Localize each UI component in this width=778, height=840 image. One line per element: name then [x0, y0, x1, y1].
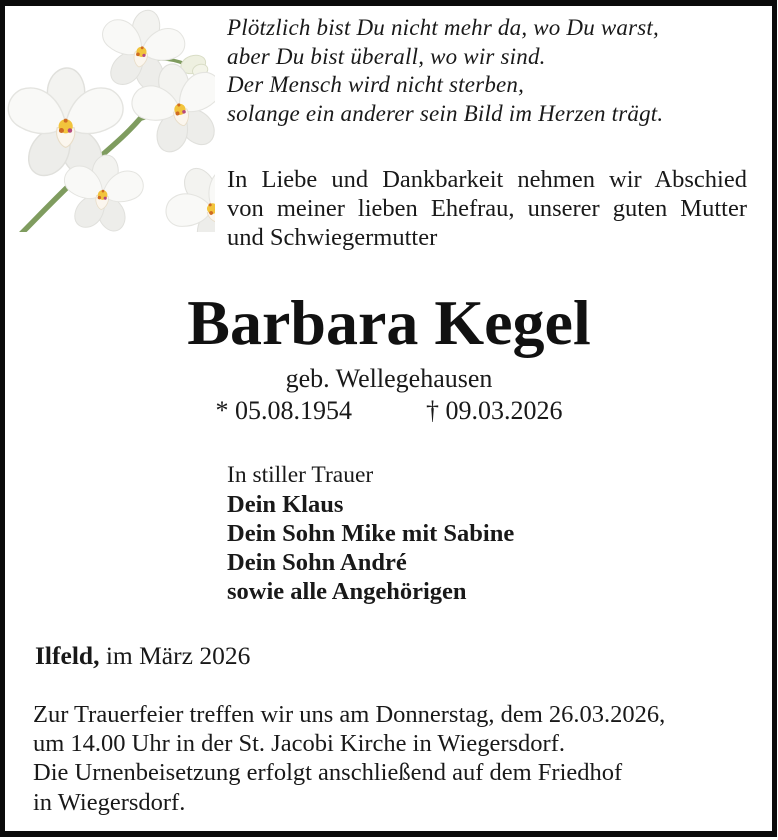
orchid-flower-partial [150, 147, 215, 232]
mourners-block [227, 461, 514, 606]
intro-line: und Schwiegermutter [227, 223, 438, 251]
birth-date: * 05.08.1954 [215, 396, 352, 425]
poem [227, 14, 757, 129]
intro-paragraph [227, 166, 747, 252]
place-name: Ilfeld, [35, 641, 100, 670]
deceased-name: Barbara Kegel [187, 287, 591, 358]
funeral-info [33, 700, 753, 817]
poem-line: Plötzlich bist Du nicht mehr da, wo Du warst, [227, 15, 659, 40]
mourner-name: Dein Klaus [227, 491, 344, 518]
date-text: im März 2026 [99, 641, 251, 670]
mourner-name: Dein Sohn André [227, 549, 407, 576]
deceased-block [0, 287, 778, 426]
mourners-intro: In stiller Trauer [227, 462, 374, 488]
intro-line: In Liebe und Dankbarkeit nehmen wir Abschied [227, 166, 747, 193]
place-date-line [35, 641, 250, 671]
funeral-line: Die Urnenbeisetzung erfolgt anschließend auf dem Friedhof [33, 759, 623, 787]
maiden-name: geb. Wellegehausen [285, 364, 493, 393]
poem-line: Der Mensch wird nicht sterben, [227, 72, 525, 98]
mourner-name: Dein Sohn Mike mit Sabine [227, 520, 515, 547]
poem-line: solange ein anderer sein Bild im Herzen trägt. [227, 101, 664, 127]
orchid-image [5, 6, 215, 232]
funeral-line: Zur Trauerfeier treffen wir uns am Donnerstag, dem 26.03.2026, [33, 701, 666, 728]
funeral-line: in Wiegersdorf. [33, 788, 186, 816]
funeral-line: um 14.00 Uhr in der St. Jacobi Kirche in Wiegersdorf. [33, 730, 566, 758]
poem-line: aber Du bist überall, wo wir sind. [227, 43, 546, 69]
mourner-name: sowie alle Angehörigen [227, 578, 467, 605]
orchid-svg [5, 6, 215, 232]
life-dates [0, 396, 778, 426]
death-date: † 09.03.2026 [426, 396, 563, 425]
intro-line: von meiner lieben Ehefrau, unserer guten Mutter [227, 194, 747, 222]
